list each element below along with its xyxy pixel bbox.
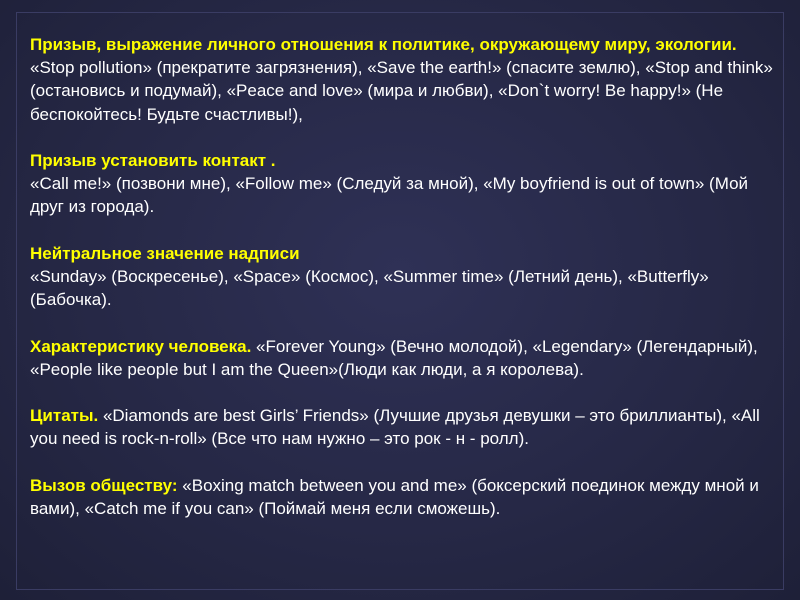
block-ecology-appeal [30, 33, 775, 126]
frame-border-left [16, 12, 17, 590]
block-society-challenge [30, 474, 775, 520]
block-heading: Вызов обществу: [30, 475, 178, 495]
block-heading: Цитаты. [30, 406, 99, 426]
block-contact-appeal [30, 149, 775, 219]
block-person-characteristic [30, 335, 775, 381]
block-text: «Stop pollution» (прекратите загрязнения), «Save the earth!» (спасите землю), «Stop and think» (остановись и подумай), «Peace and love» (мира и любви), «Don`t worry! Be happy!» (Не беспокойтесь! Будьте счастливы!), [30, 58, 773, 124]
block-text: «Boxing match between you and me» (боксерский поединок между мной и вами), «Catch me if you can» (Поймай меня если сможешь). [30, 475, 759, 518]
block-heading: Призыв, выражение личного отношения к политике, окружающему миру, экологии. [30, 35, 737, 54]
block-heading: Призыв установить контакт . [30, 151, 276, 170]
block-text: «Call me!» (позвони мне), «Follow me» (Следуй за мной), «My boyfriend is out of town» (Мой друг из города). [30, 174, 749, 217]
block-neutral-meaning [30, 242, 775, 312]
block-heading: Характеристику человека. [30, 336, 252, 356]
slide-content [30, 33, 775, 520]
frame-border-right [783, 12, 784, 590]
block-text: «Forever Young» (Вечно молодой), «Legendary» (Легендарный), «People like people but I am the Queen»(Люди как люди, а я королева). [30, 336, 758, 379]
block-text: «Diamonds are best Girls’ Friends» (Лучшие друзья девушки – это бриллианты), «All you need is rock-n-roll» (Все что нам нужно – это рок - н - ролл). [30, 406, 760, 449]
frame-border-bottom [16, 589, 784, 590]
block-quotes [30, 404, 775, 450]
frame-border-top [16, 12, 784, 13]
block-heading: Нейтральное значение надписи [30, 243, 300, 263]
block-text: «Sunday» (Воскресенье), «Space» (Космос), «Summer time» (Летний день), «Butterfly» (Бабочка). [30, 267, 709, 310]
